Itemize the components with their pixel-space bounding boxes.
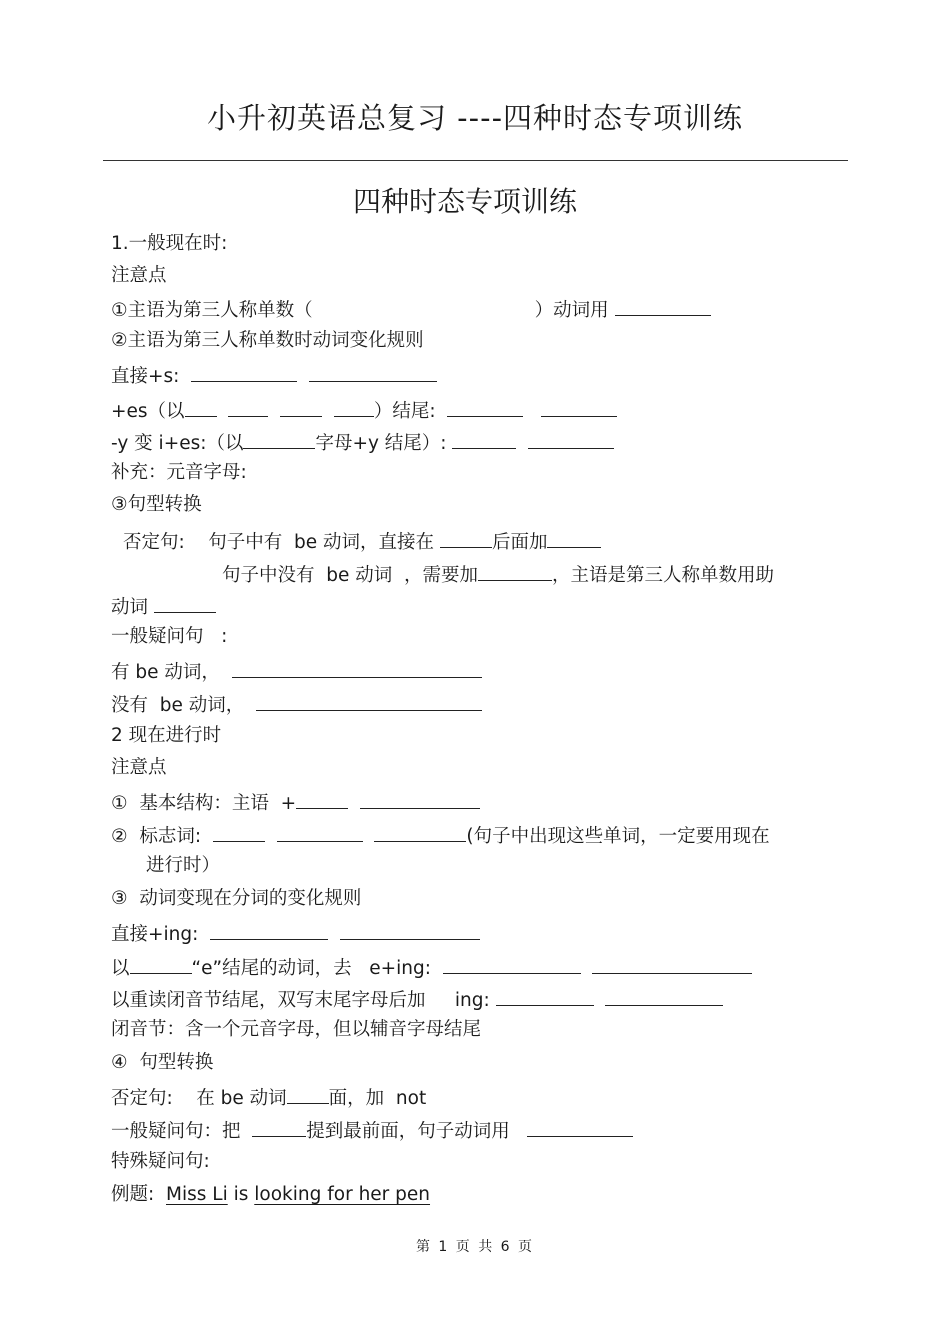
answer-blank[interactable] [527,1116,633,1137]
answer-blank[interactable] [287,1083,329,1104]
answer-blank[interactable] [547,527,601,548]
answer-blank[interactable] [615,295,711,316]
answer-blank[interactable] [478,560,552,581]
answer-blank[interactable] [452,428,516,449]
answer-blank[interactable] [280,396,322,417]
supplement-vowels: 补充：元音字母: [111,462,247,483]
participle-rules-heading: ③ 动词变现在分词的变化规则 [111,888,362,909]
answer-blank[interactable] [256,690,482,711]
page-title: 小升初英语总复习 ----四种时态专项训练 [206,101,744,135]
answer-blank[interactable] [496,985,594,1006]
note-label: 注意点 [111,265,167,286]
note-label: 注意点 [111,757,167,778]
rule-verb-change: ②主语为第三人称单数时动词变化规则 [111,330,424,351]
answer-blank[interactable] [185,396,217,417]
heading-simple-present: 1.一般现在时: [111,233,228,254]
negative-rule-be: 否定句: 句子中有 be 动词，直接在 后面加 [123,527,601,556]
heading-present-continuous: 2 现在进行时 [111,725,222,746]
rule-y-to-ies: -y 变 i+es:（以 字母+y 结尾）: [111,428,614,457]
auxiliary-verb-line: 动词 [111,592,216,621]
sentence-transform-heading: ③句型转换 [111,494,202,515]
negative-continuous: 否定句: 在 be 动词 面，加 not [111,1083,426,1112]
answer-blank[interactable] [309,361,437,382]
rule-third-person: ①主语为第三人称单数（ ）动词用 [111,295,711,324]
answer-blank[interactable] [296,788,348,809]
answer-blank[interactable] [252,1116,306,1137]
answer-blank[interactable] [210,919,328,940]
answer-blank[interactable] [191,361,297,382]
answer-blank[interactable] [213,821,265,842]
answer-blank[interactable] [334,396,374,417]
rule-add-s: 直接+s: [111,361,437,390]
section-title: 四种时态专项训练 [352,185,577,218]
general-question-continuous: 一般疑问句：把 提到最前面，句子动词用 [111,1116,633,1145]
signal-words-cont: 进行时） [146,855,221,876]
rule-add-ing: 直接+ing: [111,919,480,948]
general-question-heading: 一般疑问句 : [111,626,228,647]
rule-add-es: +es（以 ）结尾: [111,396,617,425]
page-footer: 第 1 页 共 6 页 [415,1239,535,1255]
answer-blank[interactable] [440,527,492,548]
sentence-transform-heading-2: ④ 句型转换 [111,1052,214,1073]
basic-structure: ① 基本结构：主语 + [111,788,480,817]
special-question-heading: 特殊疑问句: [111,1151,210,1172]
answer-blank[interactable] [130,953,192,974]
answer-blank[interactable] [228,396,268,417]
rule-drop-e: 以 “e”结尾的动词，去 e+ing: [111,953,752,982]
example-sentence: 例题: Miss Li is looking for her pen [111,1184,431,1205]
question-without-be: 没有 be 动词， [111,690,482,719]
answer-blank[interactable] [541,396,617,417]
answer-blank[interactable] [243,428,315,449]
question-with-be: 有 be 动词， [111,657,482,686]
answer-blank[interactable] [528,428,614,449]
answer-blank[interactable] [340,919,480,940]
answer-blank[interactable] [360,788,480,809]
closed-syllable-note: 闭音节：含一个元音字母，但以辅音字母结尾 [111,1019,482,1040]
answer-blank[interactable] [154,592,216,613]
signal-words: ② 标志词: (句子中出现这些单词，一定要用现在 [111,821,770,850]
answer-blank[interactable] [447,396,523,417]
rule-double-consonant: 以重读闭音节结尾，双写末尾字母后加 ing: [111,985,723,1014]
answer-blank[interactable] [592,953,752,974]
answer-blank[interactable] [232,657,482,678]
negative-rule-no-be: 句子中没有 be 动词 ，需要加 ，主语是第三人称单数用助 [222,560,774,589]
answer-blank[interactable] [605,985,723,1006]
answer-blank[interactable] [277,821,363,842]
header-divider [103,160,848,161]
answer-blank[interactable] [374,821,466,842]
answer-blank[interactable] [443,953,581,974]
